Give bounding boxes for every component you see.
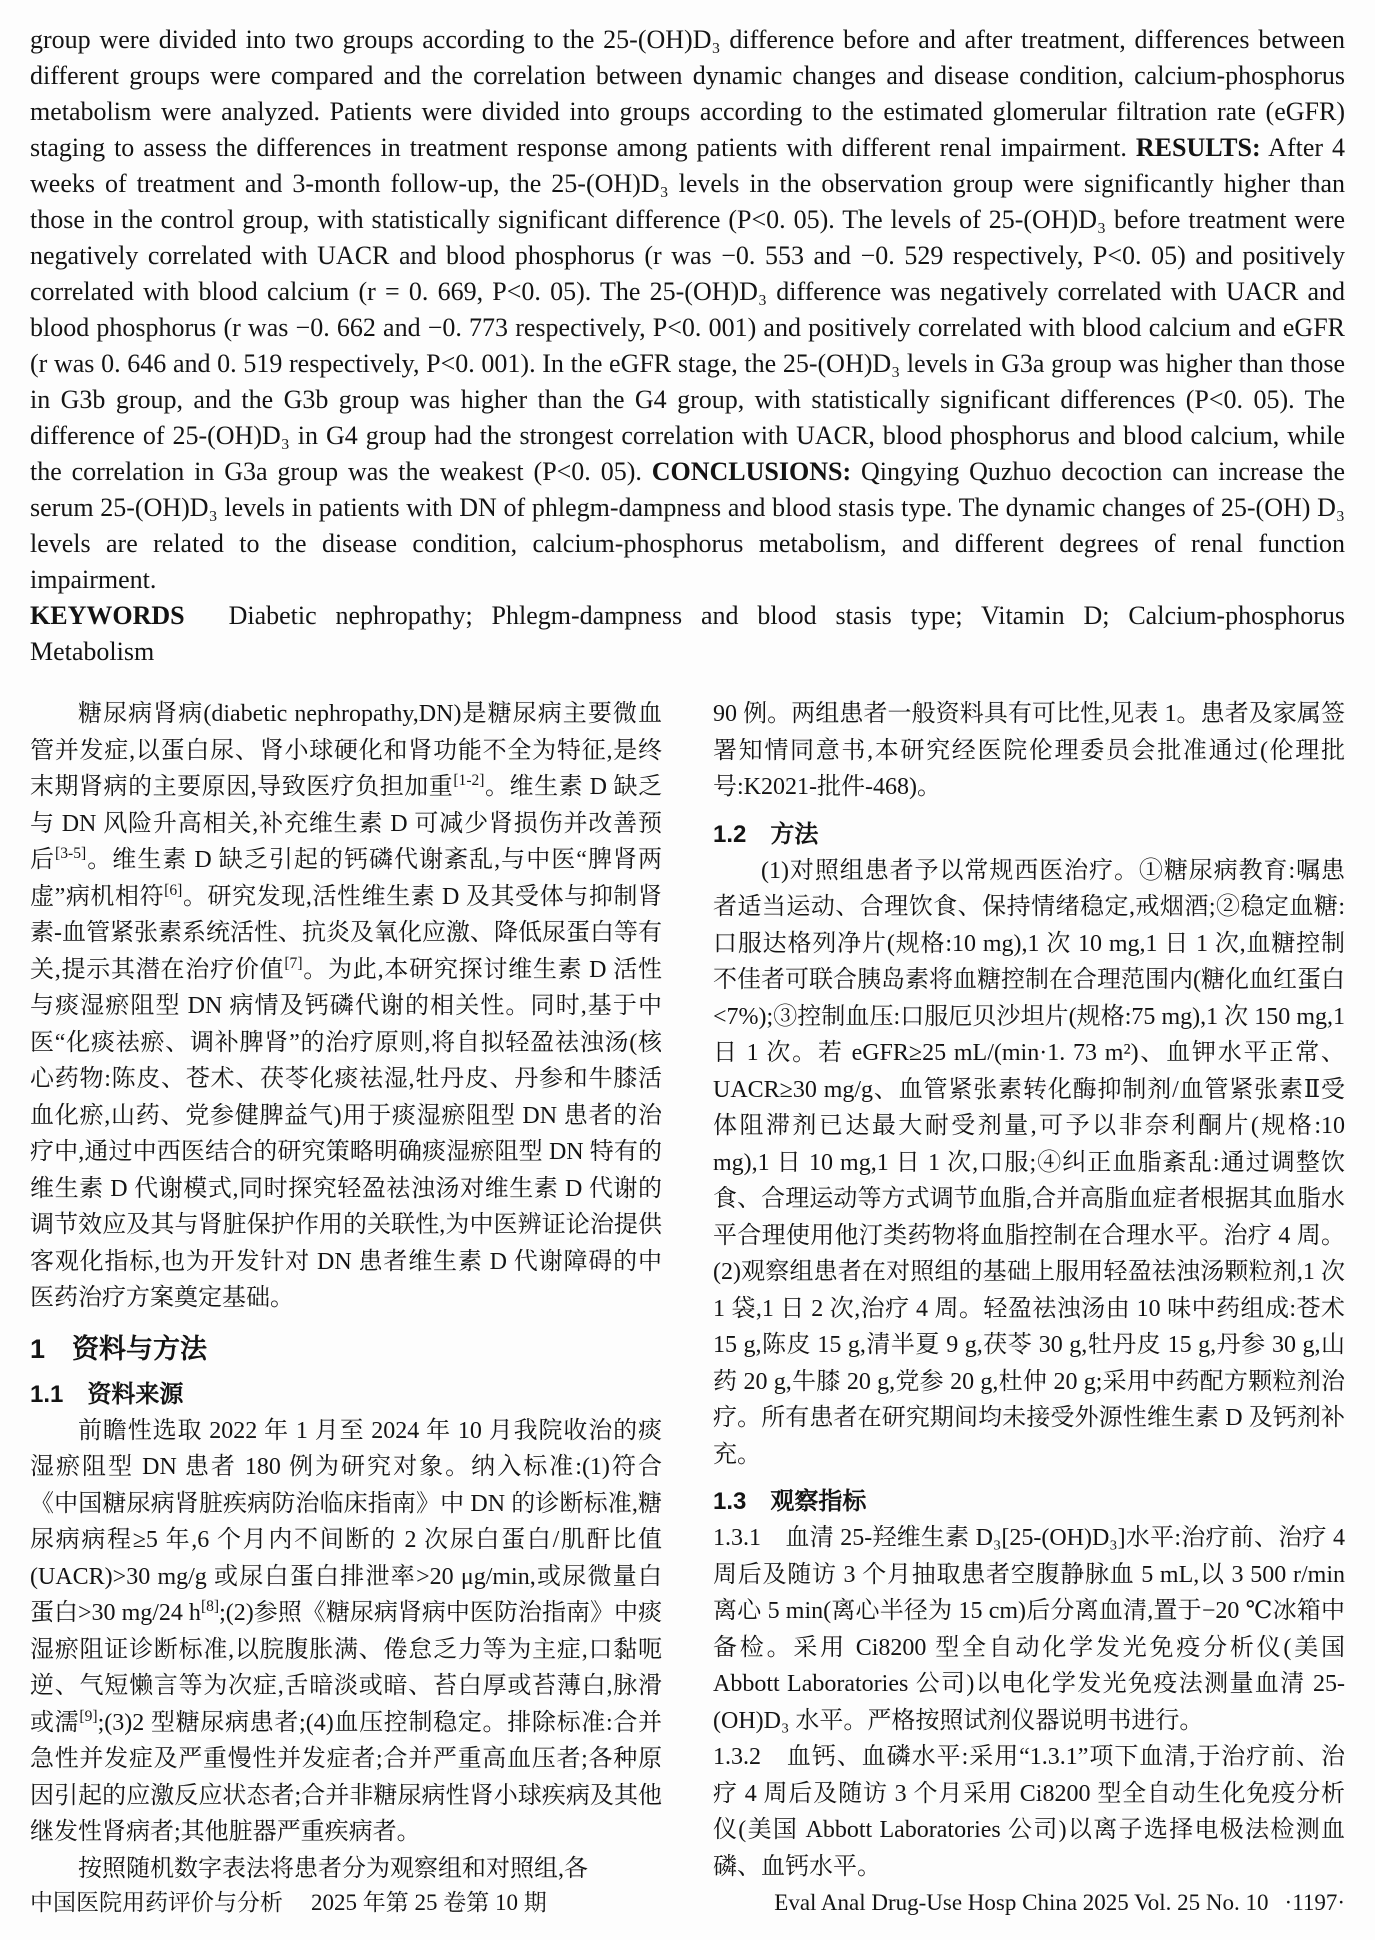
footer-issue: 2025 年第 25 卷第 10 期 [311,1890,547,1915]
keywords-text: Diabetic nephropathy; Phlegm-dampness and blood stasis type; Vitamin D; Calcium-phosphorus Metabolism [30,601,1345,666]
section-1-heading: 1 资料与方法 [30,1333,208,1364]
right-column [713,696,1345,1887]
results-label: RESULTS: [1135,133,1261,162]
abstract-text-3: Qingying Quzhuo decoction can increase the serum 25-(OH)D₃ levels in patients with DN of phlegm-dampness and blood stasis type. The dynamic changes of 25-(OH) D₃ levels are related to the disease condition, calcium-phosphorus metabolism, and different degrees of renal function impairment. [30,457,1345,594]
section-1-3-heading: 1.3 观察指标 [713,1488,867,1515]
section-1-2-heading: 1.2 方法 [713,820,819,848]
footer-journal-name-cn: 中国医院用药评价与分析 [30,1890,283,1915]
intro-paragraph: 糖尿病肾病(diabetic nephropathy,DN)是糖尿病主要微血管并发症,以蛋白尿、肾小球硬化和肾功能不全为特征,是终末期肾病的主要原因,导致医疗负担加重[1-2]。维生素 D 缺乏与 DN 风险升高相关,补充维生素 D 可减少肾损伤并改善预后[3-5]。维生素 D 缺乏引起的钙磷代谢紊乱,与中医“脾肾两虚”病机相符[6]。研究发现,活性维生素 D 及其受体与抑制肾素-血管紧张素系统活性、抗炎及氧化应激、降低尿蛋白等有关,提示其潜在治疗价值[7]。为此,本研究探讨维生素 D 活性与痰湿瘀阻型 DN 病情及钙磷代谢的相关性。同时,基于中医“化痰祛瘀、调补脾肾”的治疗原则,将自拟轻盈祛浊汤(核心药物:陈皮、苍术、茯苓化痰祛湿,牡丹皮、丹参和牛膝活血化瘀,山药、党参健脾益气)用于痰湿瘀阻型 DN 患者的治疗中,通过中西医结合的研究策略明确痰湿瘀阻型 DN 特有的维生素 D 代谢模式,同时探究轻盈祛浊汤对维生素 D 代谢的调节效应及其与肾脏保护作用的关联性,为中医辨证论治提供客观化指标,也为开发针对 DN 患者维生素 D 代谢障碍的中医药治疗方案奠定基础。 [30,701,663,1311]
body-columns [30,696,1345,1887]
continuation-paragraph: 90 例。两组患者一般资料具有可比性,见表 1。患者及家属签署知情同意书,本研究经医院伦理委员会批准通过(伦理批号:K2021-批件-468)。 [713,701,1345,800]
calcium-phosphorus-paragraph: 1.3.2 血钙、血磷水平:采用“1.3.1”项下血清,于治疗前、治疗 4 周后及随访 3 个月采用 Ci8200 型全自动生化免疫分析仪(美国 Abbott Laboratories 公司)以离子选择电极法检测血磷、血钙水平。 [713,1744,1345,1880]
data-source-paragraph: 前瞻性选取 2022 年 1 月至 2024 年 10 月我院收治的痰湿瘀阻型 DN 患者 180 例为研究对象。纳入标准:(1)符合《中国糖尿病肾脏疾病防治临床指南》中 DN 的诊断标准,糖尿病病程≥5 年,6 个月内不间断的 2 次尿白蛋白/肌酐比值(UACR)>30 mg/g 或尿白蛋白排泄率>20 μg/min,或尿微量白蛋白>30 mg/24 h[8];(2)参照《糖尿病肾病中医防治指南》中痰湿瘀阻证诊断标准,以脘腹胀满、倦怠乏力等为主症,口黏呃逆、气短懒言等为次症,舌暗淡或暗、苔白厚或苔薄白,脉滑或濡[9];(3)2 型糖尿病患者;(4)血压控制稳定。排除标准:合并急性并发症及严重慢性并发症者;合并严重高血压者;各种原因引起的应激反应状态者;合并非糖尿病性肾小球疾病及其他继发性肾病者;其他脏器严重疾病者。 [30,1417,663,1845]
footer-right [774,1890,1345,1916]
keywords-label: KEYWORDS [30,601,185,630]
keywords-paragraph [30,598,1345,670]
abstract-section [30,22,1345,670]
methods-paragraph: (1)对照组患者予以常规西医治疗。①糖尿病教育:嘱患者适当运动、合理饮食、保持情绪稳定,戒烟酒;②稳定血糖:口服达格列净片(规格:10 mg),1 次 10 mg,1 日 1 次,血糖控制不佳者可联合胰岛素将血糖控制在合理范围内(糖化血红蛋白<7%);③控制血压:口服厄贝沙坦片(规格:75 mg),1 次 150 mg,1 日 1 次。若 eGFR≥25 mL/(min·1. 73 m²)、血钾水平正常、UACR≥30 mg/g、血管紧张素转化酶抑制剂/血管紧张素Ⅱ受体阻滞剂已达最大耐受剂量,可予以非奈利酮片(规格:10 mg),1 日 10 mg,1 日 1 次,口服;④纠正血脂紊乱:通过调整饮食、合理运动等方式调节血脂,合并高脂血症者根据其血脂水平合理使用他汀类药物将血脂控制在合理水平。治疗 4 周。(2)观察组患者在对照组的基础上服用轻盈祛浊汤颗粒剂,1 次 1 袋,1 日 2 次,治疗 4 周。轻盈祛浊汤由 10 味中药组成:苍术 15 g,陈皮 15 g,清半夏 9 g,茯苓 30 g,牡丹皮 15 g,丹参 30 g,山药 20 g,牛膝 20 g,党参 20 g,杜仲 20 g;采用中药配方颗粒剂治疗。所有患者在研究期间均未接受外源性维生素 D 及钙剂补充。 [713,857,1345,1468]
footer-page-number: ·1197· [1284,1890,1345,1915]
section-1-1-heading: 1.1 资料来源 [30,1380,184,1408]
conclusions-label: CONCLUSIONS: [651,457,852,486]
footer-journal-name-en: Eval Anal Drug-Use Hosp China 2025 Vol. 25 No. 10 [774,1890,1269,1915]
abstract-text-1: group were divided into two groups according to the 25-(OH)D₃ difference before and after treatment, differences between different groups were compared and the correlation between dynamic changes and disease condition, calcium-phosphorus metabolism were analyzed. Patients were divided into groups according to the estimated glomerular filtration rate (eGFR) staging to assess the differences in treatment response among patients with different renal impairment. [30,25,1345,162]
serum-vitamin-d-paragraph: 1.3.1 血清 25-羟维生素 D₃[25-(OH)D₃]水平:治疗前、治疗 4 周后及随访 3 个月抽取患者空腹静脉血 5 mL,以 3 500 r/min 离心 5 min(离心半径为 15 cm)后分离血清,置于−20 ℃冰箱中备检。采用 Ci8200 型全自动化学发光免疫分析仪(美国 Abbott Laboratories 公司)以电化学发光免疫法测量血清 25-(OH)D₃ 水平。严格按照试剂仪器说明书进行。 [713,1525,1345,1734]
page-footer [30,1884,1345,1917]
footer-left [30,1884,547,1917]
abstract-text-2: After 4 weeks of treatment and 3-month follow-up, the 25-(OH)D₃ levels in the observation group were significantly higher than those in the control group, with statistically significant difference (P<0. 05). The levels of 25-(OH)D₃ before treatment were negatively correlated with UACR and blood phosphorus (r was −0. 553 and −0. 529 respectively, P<0. 05) and positively correlated with blood calcium (r = 0. 669, P<0. 05). The 25-(OH)D₃ difference was negatively correlated with UACR and blood phosphorus (r was −0. 662 and −0. 773 respectively, P<0. 001) and positively correlated with blood calcium and eGFR (r was 0. 646 and 0. 519 respectively, P<0. 001). In the eGFR stage, the 25-(OH)D₃ levels in G3a group was higher than those in G3b group, and the G3b group was higher than the G4 group, with statistically significant differences (P<0. 05). The difference of 25-(OH)D₃ in G4 group had the strongest correlation with UACR, blood phosphorus and blood calcium, while the correlation in G3a group was the weakest (P<0. 05). [30,133,1346,486]
abstract-paragraph [30,22,1345,598]
grouping-paragraph: 按照随机数字表法将患者分为观察组和对照组,各 [78,1855,588,1882]
left-column [30,696,662,1887]
